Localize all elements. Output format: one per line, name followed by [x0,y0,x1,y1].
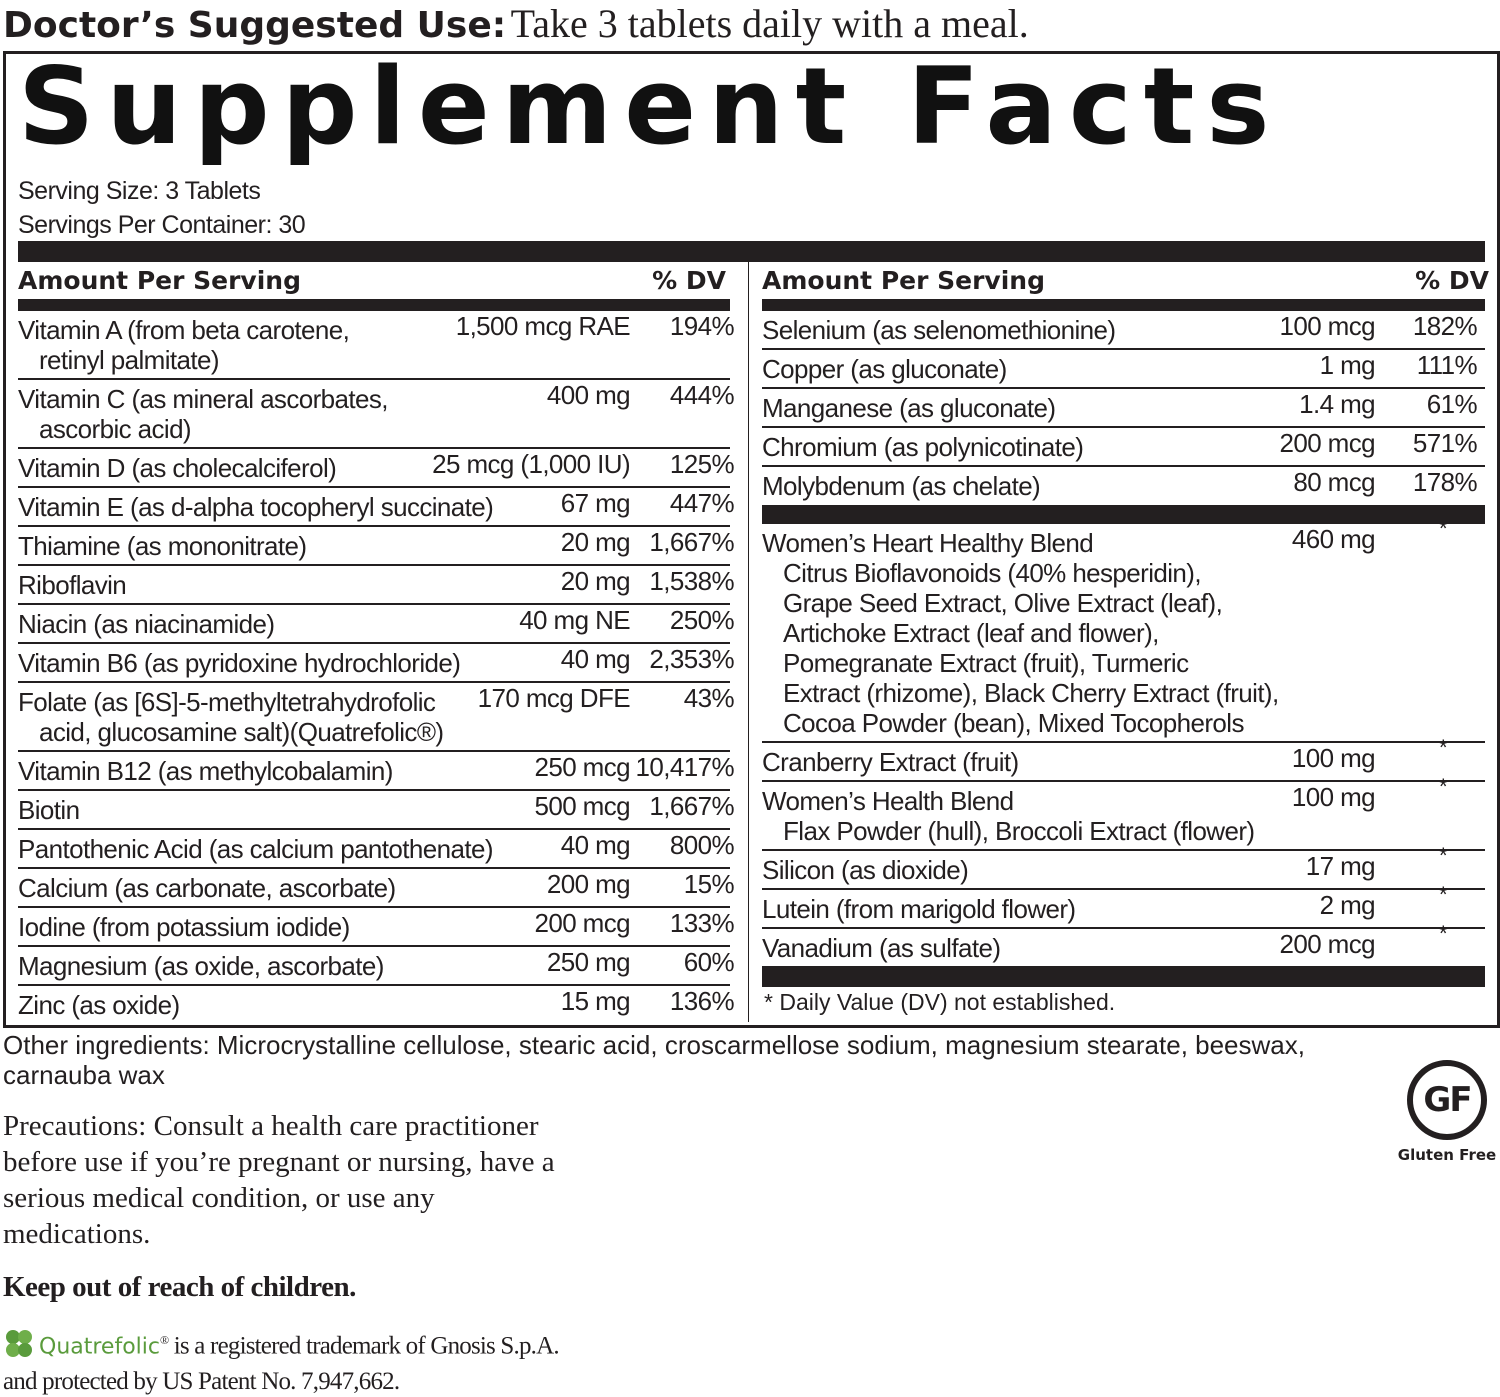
blend-dv: * [1439,774,1447,799]
nutrient-dv: 1,538% [649,566,734,596]
gluten-free-badge [1397,1060,1497,1170]
nutrient-name-text: Biotin [18,795,80,825]
blend-ingredient-line: Cocoa Powder (bean), Mixed Tocopherols [783,708,1244,738]
nutrient-dv: 1,667% [649,791,734,821]
blend-amount: 2 mg [1319,890,1375,920]
blend-ingredient-line: Pomegranate Extract (fruit), Turmeric [783,648,1189,678]
nutrient-row [18,830,734,869]
blend-name-text: Cranberry Extract (fruit) [762,747,1019,777]
nutrient-dv: 61% [1426,389,1477,419]
nutrient-amount: 250 mg [546,947,630,977]
nutrient-row [762,389,1485,428]
blend-name-text: Silicon (as dioxide) [762,855,969,885]
blend-dv: * [1439,882,1447,907]
precautions: Precautions: Consult a health care practitioner before use if you’re pregnant or nursing, have a serious medical condition, or use any medications. [3,1110,555,1250]
left-nutrient-list [18,311,734,1023]
blend-ingredient-line: Citrus Bioflavonoids (40% hesperidin), [783,558,1201,588]
nutrient-row [762,350,1485,389]
gluten-free-label: Gluten Free [1397,1146,1497,1164]
column-divider [748,262,749,1022]
serving-size: Serving Size: 3 Tablets [18,177,261,205]
nutrient-amount: 200 mg [546,869,630,899]
blend-name [762,528,1485,738]
blend-row [762,516,1485,743]
nutrient-name-text: Pantothenic Acid (as calcium pantothenate) [18,834,493,864]
nutrient-dv: 250% [669,605,734,635]
nutrient-dv: 182% [1412,311,1477,341]
servings-per-container: Servings Per Container: 30 [18,211,306,239]
blend-name [762,894,1485,924]
nutrient-amount: 200 mcg [534,908,630,938]
nutrient-name-cont: acid, glucosamine salt)(Quatrefolic®) [39,717,444,747]
nutrient-amount: 500 mcg [534,791,630,821]
gf-icon: GF [1407,1060,1487,1140]
trademark-text: is a registered trademark of Gnosis S.p.A. and protected by US Patent No. 7,947,662. [3,1332,559,1396]
nutrient-name-text: Vitamin C (as mineral ascorbates, [18,384,388,414]
nutrient-dv: 15% [683,869,734,899]
column-header [18,262,730,299]
nutrient-name-text: Vitamin E (as d-alpha tocopheryl succinate) [18,492,494,522]
nutrient-row [762,467,1485,504]
nutrient-dv: 1,667% [649,527,734,557]
nutrient-name-text: Iodine (from potassium iodide) [18,912,350,942]
blend-amount: 200 mcg [1279,929,1375,959]
nutrient-amount: 67 mg [560,488,630,518]
nutrient-name-text: Vitamin A (from beta carotene, [18,315,350,345]
nutrient-row [18,791,734,830]
divider-bar [18,241,1485,262]
nutrient-amount: 40 mg [560,644,630,674]
nutrient-name-text: Zinc (as oxide) [18,990,180,1020]
nutrient-row [18,869,734,908]
nutrient-amount: 1,500 mcg RAE [455,311,630,341]
nutrient-dv: 194% [669,311,734,341]
header-dv: % DV [1415,266,1489,295]
nutrient-amount: 20 mg [560,527,630,557]
suggested-use-text: Take 3 tablets daily with a meal. [510,1,1029,46]
nutrient-name-text: Vitamin B12 (as methylcobalamin) [18,756,393,786]
blend-name [762,855,1485,885]
blend-row [762,921,1485,966]
nutrient-name-text: Magnesium (as oxide, ascorbate) [18,951,384,981]
trademark-notice [3,1325,563,1397]
nutrient-dv: 444% [669,380,734,410]
nutrient-row [18,752,734,791]
divider-bar [762,966,1485,987]
nutrient-row [18,908,734,947]
left-column [18,262,734,1023]
nutrient-row [18,566,734,605]
nutrient-amount: 15 mg [560,986,630,1016]
header-bar [18,299,730,311]
nutrient-dv: 800% [669,830,734,860]
nutrient-name: Molybdenum (as chelate) [762,471,1041,501]
nutrient-row [762,428,1485,467]
nutrient-dv: 2,353% [649,644,734,674]
quatrefolic-brand: Quatrefolic [39,1334,160,1360]
suggested-use [3,0,1183,48]
nutrient-name-text: Niacin (as niacinamide) [18,609,275,639]
blend-name [762,747,1485,777]
nutrient-row [18,947,734,986]
nutrient-dv: 125% [669,449,734,479]
nutrient-amount: 250 mcg [534,752,630,782]
header-amount-per-serving: Amount Per Serving [762,266,1045,295]
blend-ingredient-line: Grape Seed Extract, Olive Extract (leaf), [783,588,1223,618]
nutrient-amount: 400 mg [546,380,630,410]
registered-mark: ® [160,1333,169,1347]
nutrient-dv: 60% [683,947,734,977]
nutrient-row [18,986,734,1023]
nutrient-amount: 20 mg [560,566,630,596]
header-amount-per-serving: Amount Per Serving [18,266,301,295]
nutrient-name-text: Calcium (as carbonate, ascorbate) [18,873,396,903]
nutrient-name: Copper (as gluconate) [762,354,1007,384]
blend-name [762,933,1485,963]
blend-list [762,516,1485,966]
header-bar [762,299,1485,311]
nutrient-dv: 10,417% [635,752,734,782]
nutrient-amount: 1.4 mg [1299,389,1375,419]
nutrient-dv: 136% [669,986,734,1016]
nutrient-dv: 43% [683,683,734,713]
header-dv: % DV [652,266,726,295]
nutrient-name-text: Folate (as [6S]-5-methyltetrahydrofolic [18,687,436,717]
nutrient-row [18,449,734,488]
nutrient-row [18,380,734,449]
blend-dv: * [1439,843,1447,868]
nutrient-row [18,488,734,527]
nutrient-row [18,311,734,380]
blend-ingredient-line: Extract (rhizome), Black Cherry Extract (fruit), [783,678,1279,708]
nutrient-row [18,527,734,566]
blend-amount: 100 mg [1291,743,1375,773]
nutrient-name-cont: retinyl palmitate) [39,345,219,375]
right-nutrient-list [762,311,1485,504]
dv-footnote: * Daily Value (DV) not established. [764,989,1116,1015]
blend-amount: 460 mg [1291,524,1375,554]
nutrient-name-cont: ascorbic acid) [39,414,191,444]
nutrient-amount: 40 mg NE [519,605,630,635]
nutrient-row [762,311,1485,350]
blend-name-text: Vanadium (as sulfate) [762,933,1001,963]
nutrient-row [18,683,734,752]
blend-dv: * [1439,735,1447,760]
nutrient-dv: 178% [1412,467,1477,497]
blend-row [762,843,1485,890]
column-header [762,262,1489,299]
facts-title: Supplement Facts [18,45,1282,168]
nutrient-amount: 170 mcg DFE [477,683,630,713]
blend-name [762,786,1485,846]
clover-icon [3,1329,37,1367]
nutrient-name-text: Vitamin B6 (as pyridoxine hydrochloride) [18,648,461,678]
nutrient-name: Manganese (as gluconate) [762,393,1056,423]
blend-dv: * [1439,516,1447,541]
nutrient-amount: 200 mcg [1279,428,1375,458]
blend-name-text: Women’s Heart Healthy Blend [762,528,1094,558]
nutrient-name-text: Thiamine (as mononitrate) [18,531,307,561]
nutrient-row [18,644,734,683]
nutrient-dv: 133% [669,908,734,938]
other-ingredients: Other ingredients: Microcrystalline cellulose, stearic acid, croscarmellose sodium, magnesium stearate, beeswax, carnauba wax [3,1030,1305,1090]
blend-ingredient-line: Artichoke Extract (leaf and flower), [783,618,1159,648]
blend-name-text: Lutein (from marigold flower) [762,894,1076,924]
blend-amount: 17 mg [1305,851,1375,881]
supplement-facts-panel [3,45,1500,1028]
right-column [762,262,1489,1017]
divider-bar [762,505,1485,524]
blend-row [762,774,1485,851]
blend-name-text: Women’s Health Blend [762,786,1014,816]
nutrient-amount: 100 mcg [1279,311,1375,341]
suggested-use-label: Doctor’s Suggested Use: [3,5,507,46]
keep-out-warning: Keep out of reach of children. [3,1271,356,1303]
blend-row [762,735,1485,782]
nutrient-dv: 571% [1412,428,1477,458]
blend-amount: 100 mg [1291,782,1375,812]
blend-ingredient-line: Flax Powder (hull), Broccoli Extract (flower) [783,816,1255,846]
nutrient-name-text: Riboflavin [18,570,127,600]
nutrient-amount: 25 mcg (1,000 IU) [432,449,630,479]
nutrient-name: Selenium (as selenomethionine) [762,315,1116,345]
nutrient-dv: 111% [1416,350,1477,380]
nutrient-dv: 447% [669,488,734,518]
nutrient-name: Chromium (as polynicotinate) [762,432,1084,462]
nutrient-amount: 40 mg [560,830,630,860]
nutrient-name-text: Vitamin D (as cholecalciferol) [18,453,337,483]
nutrient-row [18,605,734,644]
blend-row [762,882,1485,929]
nutrient-amount: 1 mg [1319,350,1375,380]
blend-dv: * [1439,921,1447,946]
nutrient-amount: 80 mcg [1293,467,1375,497]
